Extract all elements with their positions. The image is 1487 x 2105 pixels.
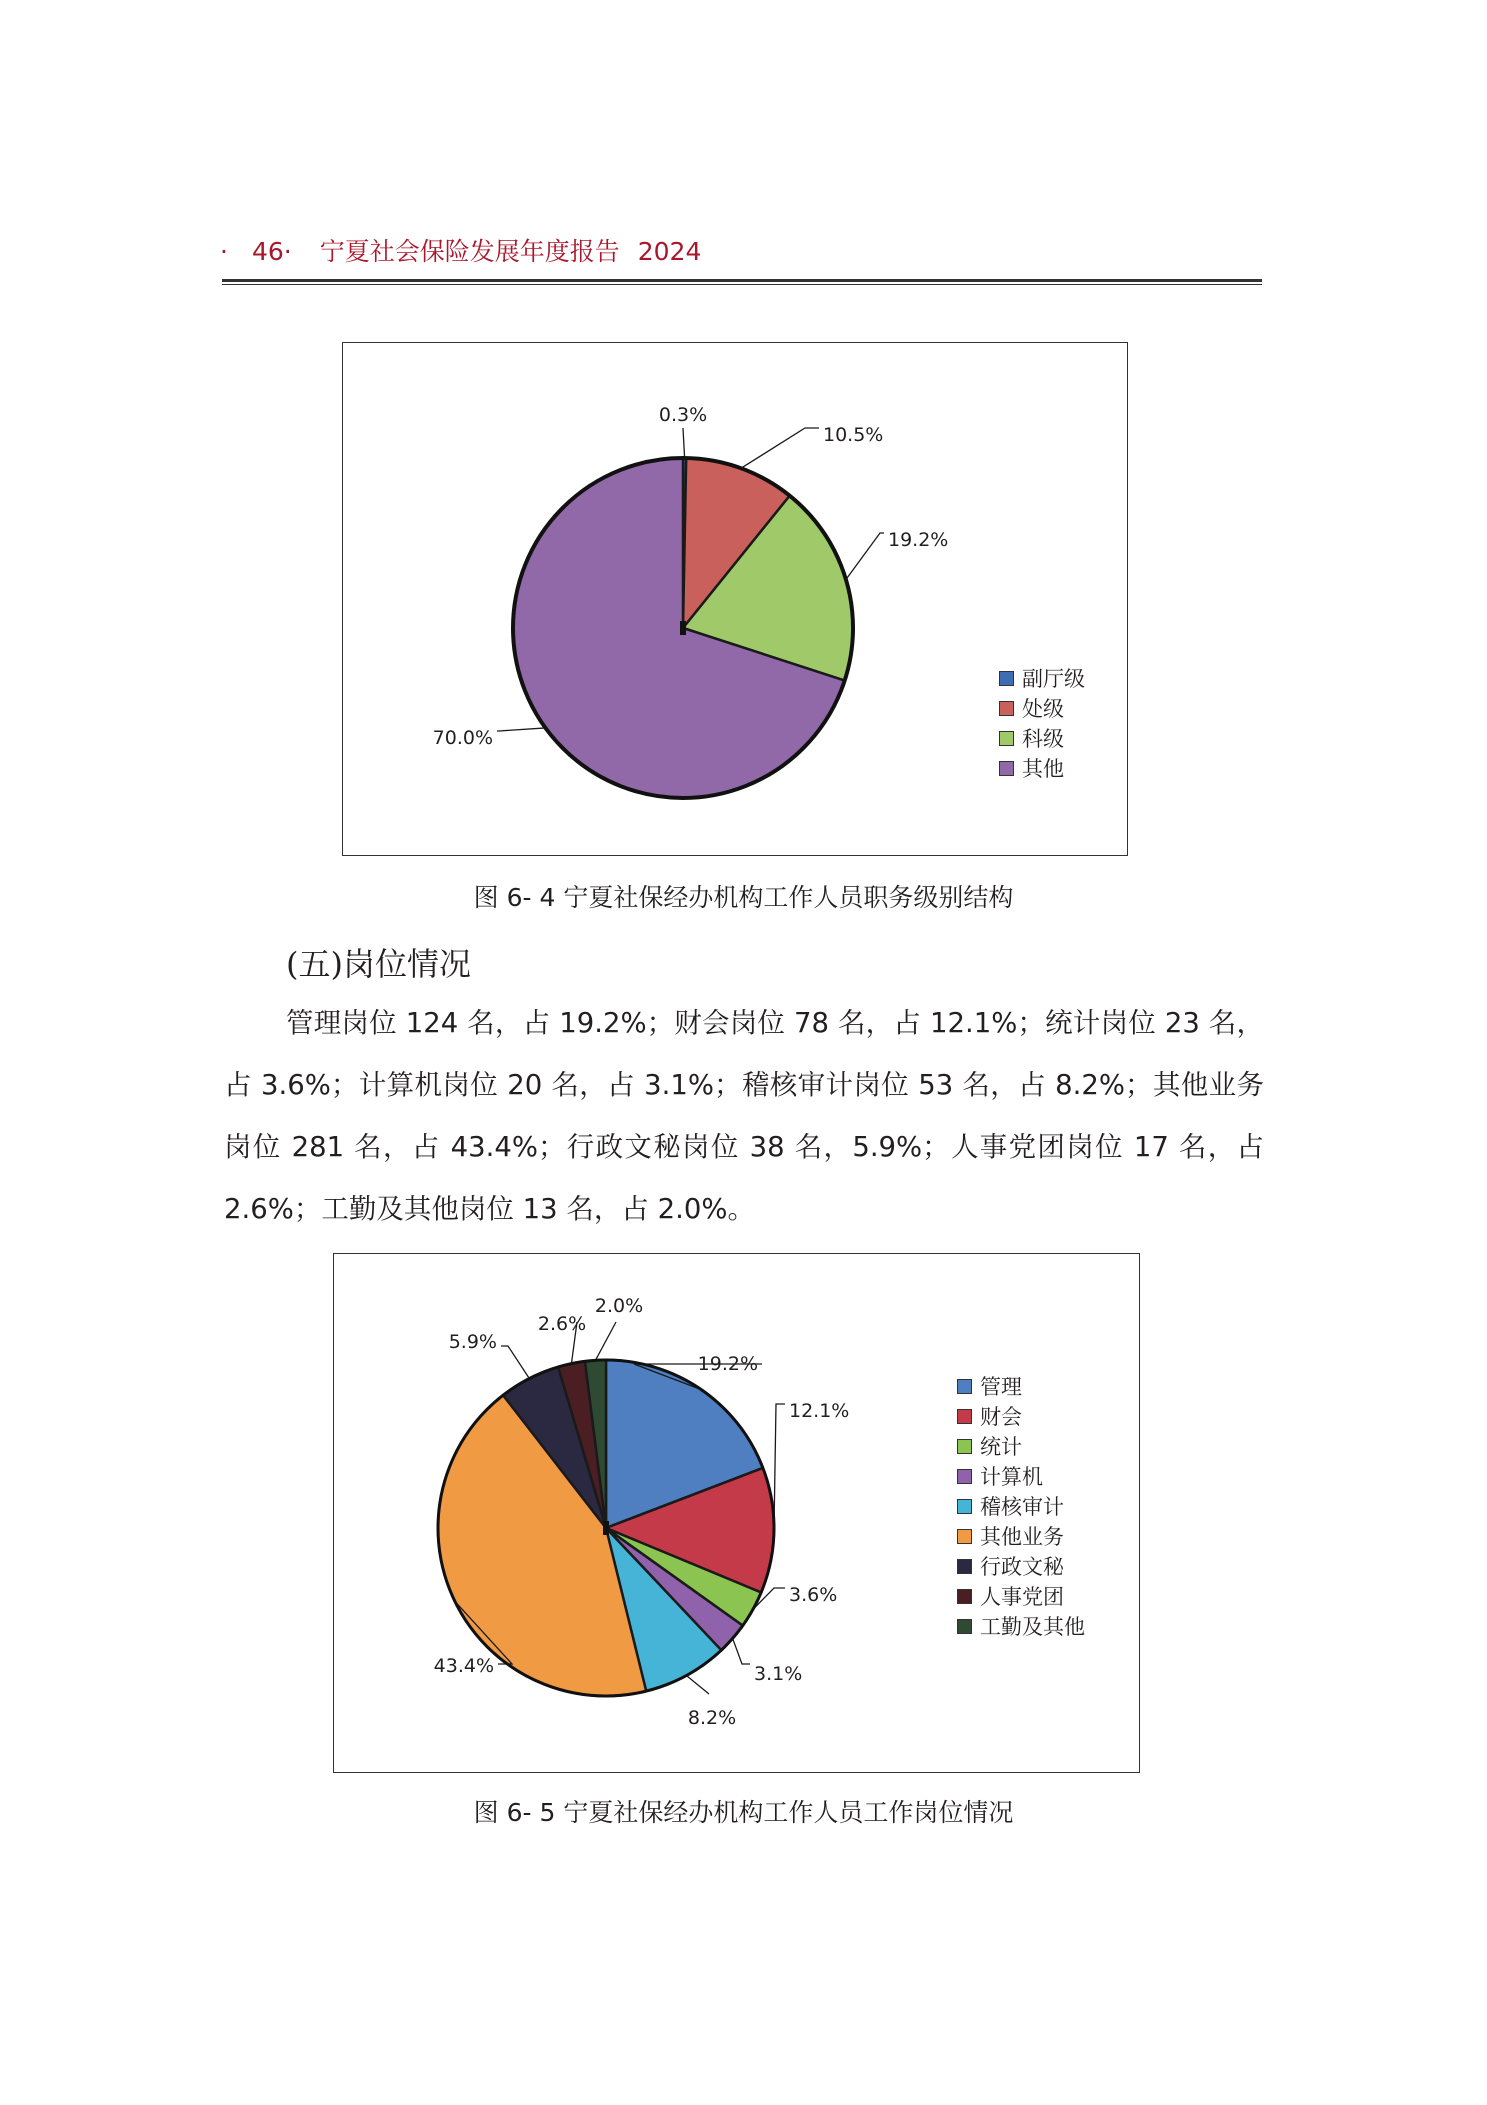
data-label-统计: 3.6% bbox=[789, 1584, 838, 1606]
figure-6-5-caption: 图 6- 5 宁夏社保经办机构工作人员工作岗位情况 bbox=[473, 1798, 1014, 1827]
legend-label: 处级 bbox=[1022, 697, 1064, 721]
section-heading: (五)岗位情况 bbox=[286, 945, 471, 983]
legend-label: 人事党团 bbox=[980, 1585, 1064, 1609]
header-text bbox=[220, 232, 701, 268]
data-label-科级: 19.2% bbox=[888, 529, 949, 551]
body-paragraph: 管理岗位 124 名，占 19.2%；财会岗位 78 名，占 12.1%；统计岗位 23 名，占 3.6%；计算机岗位 20 名，占 3.1%；稽核审计岗位 53 名，占 8.2%；其他业务岗位 281 名，占 43.4%；行政文秘岗位 38 名，5.9%；人事党团岗位 17 名，占 2.6%；工勤及其他岗位 13 名，占 2.0%。 bbox=[224, 1007, 1264, 1225]
data-label-处级: 10.5% bbox=[823, 424, 884, 446]
data-label-其他业务: 43.4% bbox=[433, 1655, 494, 1677]
leader-line-科级 bbox=[846, 533, 884, 580]
legend-swatch bbox=[999, 761, 1014, 776]
legend-item-其他业务 bbox=[957, 1521, 1085, 1551]
legend-swatch bbox=[957, 1499, 972, 1514]
data-label-财会: 12.1% bbox=[789, 1400, 850, 1422]
leader-line-计算机 bbox=[733, 1638, 750, 1664]
data-label-副厅级: 0.3% bbox=[658, 404, 708, 426]
legend-swatch bbox=[957, 1589, 972, 1604]
header-rule-thin bbox=[222, 284, 1262, 285]
legend-item-其他 bbox=[999, 753, 1085, 783]
leader-line-工勤及其他 bbox=[595, 1322, 616, 1360]
legend-item-统计 bbox=[957, 1431, 1085, 1461]
figure-6-5 bbox=[333, 1253, 1140, 1773]
header-year: 2024 bbox=[637, 237, 702, 266]
legend-item-人事党团 bbox=[957, 1581, 1085, 1611]
data-label-行政文秘: 5.9% bbox=[448, 1331, 497, 1353]
data-label-其他: 70.0% bbox=[432, 727, 493, 749]
legend-item-计算机 bbox=[957, 1461, 1085, 1491]
leader-line-其他 bbox=[497, 728, 545, 731]
data-label-人事党团: 2.6% bbox=[537, 1313, 587, 1335]
legend-item-副厅级 bbox=[999, 663, 1085, 693]
leader-line-稽核审计 bbox=[686, 1676, 709, 1694]
legend-item-财会 bbox=[957, 1401, 1085, 1431]
book-title: 宁夏社会保险发展年度报告 bbox=[319, 237, 620, 266]
legend-label: 副厅级 bbox=[1022, 667, 1085, 691]
legend-swatch bbox=[957, 1619, 972, 1634]
figure-6-4 bbox=[342, 342, 1128, 856]
pie-center bbox=[680, 621, 686, 635]
legend-item-稽核审计 bbox=[957, 1491, 1085, 1521]
legend-position-structure bbox=[957, 1371, 1085, 1641]
legend-swatch bbox=[957, 1559, 972, 1574]
data-label-工勤及其他: 2.0% bbox=[594, 1295, 644, 1317]
header-rule-thick bbox=[222, 279, 1262, 282]
legend-swatch bbox=[957, 1439, 972, 1454]
legend-swatch bbox=[999, 671, 1014, 686]
legend-swatch bbox=[999, 731, 1014, 746]
data-label-稽核审计: 8.2% bbox=[687, 1707, 737, 1729]
legend-label: 行政文秘 bbox=[980, 1555, 1064, 1579]
legend-item-行政文秘 bbox=[957, 1551, 1085, 1581]
legend-label: 稽核审计 bbox=[980, 1495, 1064, 1519]
leader-line-处级 bbox=[741, 428, 819, 468]
pie-center bbox=[603, 1521, 609, 1535]
data-label-计算机: 3.1% bbox=[754, 1663, 803, 1685]
legend-label: 财会 bbox=[980, 1405, 1022, 1429]
legend-label: 科级 bbox=[1022, 727, 1064, 751]
legend-swatch bbox=[957, 1379, 972, 1394]
legend-label: 工勤及其他 bbox=[980, 1615, 1085, 1639]
legend-label: 计算机 bbox=[980, 1465, 1043, 1489]
leader-line-财会 bbox=[774, 1404, 785, 1530]
legend-swatch bbox=[957, 1409, 972, 1424]
page-number: 46· bbox=[251, 237, 292, 266]
legend-swatch bbox=[999, 701, 1014, 716]
leader-line-副厅级 bbox=[683, 428, 685, 458]
figure-6-4-caption: 图 6- 4 宁夏社保经办机构工作人员职务级别结构 bbox=[473, 883, 1014, 912]
legend-item-科级 bbox=[999, 723, 1085, 753]
legend-item-处级 bbox=[999, 693, 1085, 723]
legend-item-工勤及其他 bbox=[957, 1611, 1085, 1641]
header-dot: · bbox=[220, 237, 228, 266]
legend-rank-structure bbox=[999, 663, 1085, 783]
leader-line-行政文秘 bbox=[501, 1346, 529, 1379]
legend-item-管理 bbox=[957, 1371, 1085, 1401]
legend-label: 统计 bbox=[980, 1435, 1022, 1459]
legend-swatch bbox=[957, 1529, 972, 1544]
data-label-管理: 19.2% bbox=[697, 1353, 758, 1375]
legend-label: 管理 bbox=[980, 1375, 1022, 1399]
legend-label: 其他业务 bbox=[980, 1525, 1064, 1549]
legend-swatch bbox=[957, 1469, 972, 1484]
legend-label: 其他 bbox=[1022, 757, 1064, 781]
